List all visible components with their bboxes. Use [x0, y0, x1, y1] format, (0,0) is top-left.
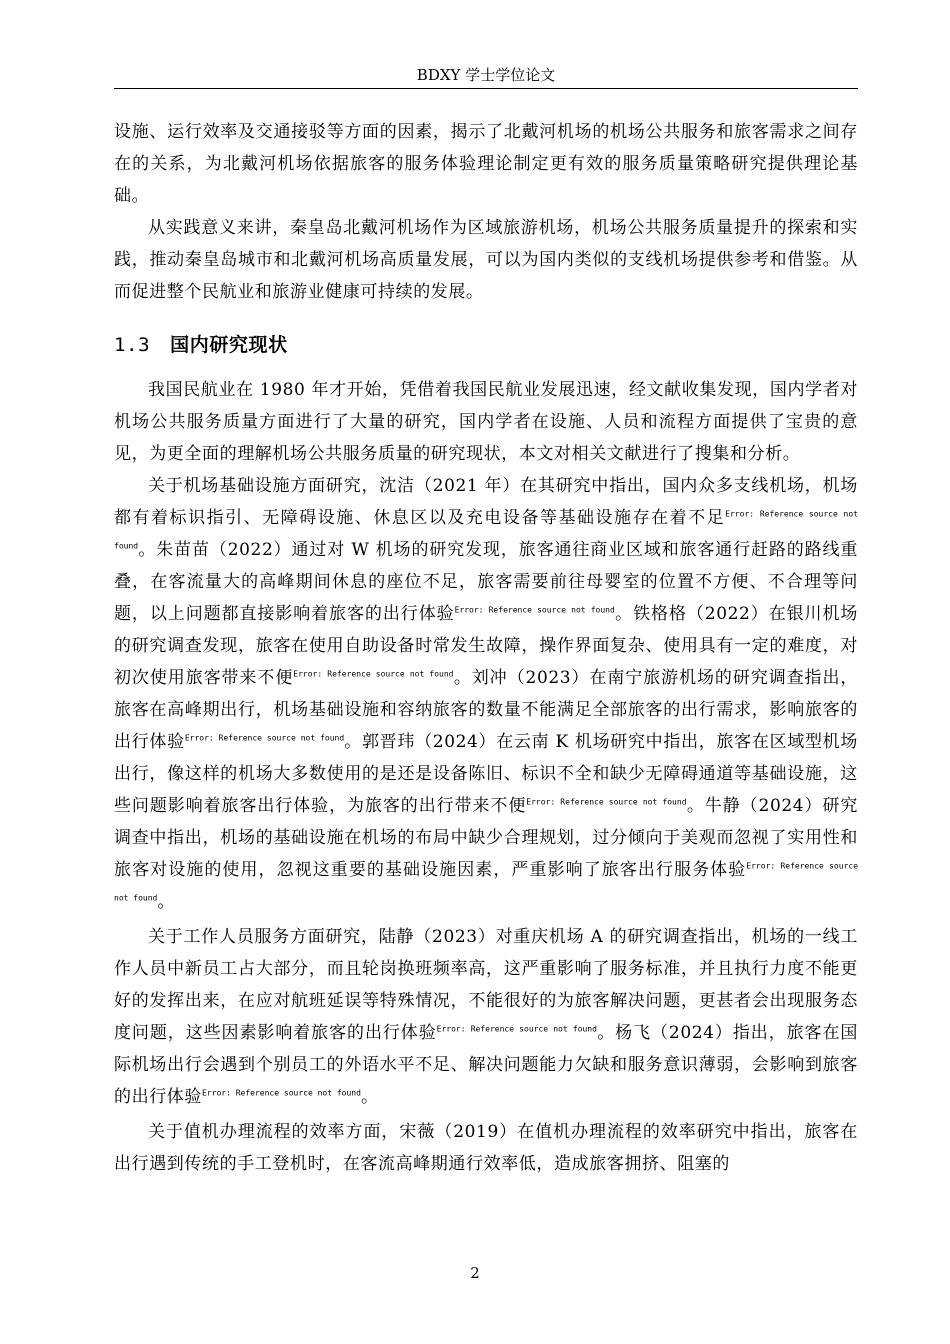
paragraph-infrastructure: [114, 470, 858, 918]
page-number: 2: [470, 1264, 480, 1282]
sentence: 。铁格格（2022）在银川机场的研究调查发现，旅客在使用自助设备时常发生故障，操作界面复杂、使用具有一定的难度，对初次使用旅客带来不便: [114, 604, 858, 688]
paragraph-domestic-overview: 我国民航业在 1980 年才开始，凭借着我国民航业发展迅速，经文献收集发现，国内学者对机场公共服务质量方面进行了大量的研究，国内学者在设施、人员和流程方面提供了宝贵的意见，为更全面的理解机场公共服务质量的研究现状，本文对相关文献进行了搜集和分析。: [114, 380, 858, 464]
sentence: 关于工作人员服务方面研究，陆静（2023）对重庆机场 A 的研究调查指出，机场的一线工作人员中新员工占大部分，而且轮岗换班频率高，这严重影响了服务标准，并且执行力度不能更好的发挥出来，在应对航班延误等特殊情况，不能很好的为旅客解决问题，更甚者会出现服务态度问题，这些因素影响着旅客的出行体验: [114, 927, 858, 1043]
reference-error-note: Error: Reference source not found: [184, 733, 345, 743]
section-heading: [114, 330, 858, 360]
sentence: 。郭晋玮（2024）在云南 K 机场研究中指出，旅客在区域型机场出行，像这样的机场大多数使用的是还是设备陈旧、标识不全和缺少无障碍通道等基础设施，这些问题影响着旅客出行体验，为旅客的出行带来不便: [114, 732, 858, 816]
reference-error-note: Error: Reference source not found: [454, 605, 615, 615]
sentence: 。刘冲（2023）在南宁旅游机场的研究调查指出，旅客在高峰期出行，机场基础设施和容纳旅客的数量不能满足全部旅客的出行需求，影响旅客的出行体验: [114, 668, 858, 752]
reference-error-note: Error: Reference source not found: [436, 1024, 597, 1034]
sentence: 。: [157, 892, 175, 912]
reference-error-note: Error: Reference source not found: [114, 509, 858, 551]
paragraph-practical-significance: 从实践意义来讲，秦皇岛北戴河机场作为区域旅游机场，机场公共服务质量提升的探索和实践，推动秦皇岛城市和北戴河机场高质量发展，可以为国内类似的支线机场提供参考和借鉴。从而促进整个民航业和旅游业健康可持续的发展。: [114, 218, 858, 302]
sentence: 关于机场基础设施方面研究，沈洁（2021 年）在其研究中指出，国内众多支线机场，机场都有着标识指引、无障碍设施、休息区以及充电设备等基础设施存在着不足: [114, 476, 858, 528]
section-number: 1.3: [114, 334, 151, 356]
reference-error-note: Error: Reference source not found: [293, 669, 454, 679]
section-title: 国内研究现状: [170, 334, 288, 356]
paragraph-continuation: 设施、运行效率及交通接驳等方面的因素，揭示了北戴河机场的机场公共服务和旅客需求之间存在的关系，为北戴河机场依据旅客的服务体验理论制定更有效的服务质量策略研究提供理论基础。: [114, 122, 858, 206]
paragraph-staff-service: [114, 921, 858, 1113]
sentence: 。朱苗苗（2022）通过对 W 机场的研究发现，旅客通往商业区域和旅客通行赶路的路线重叠，在客流量大的高峰期间休息的座位不足，旅客需要前往母婴室的位置不方便、不合理等问题，以上问题都直接影响着旅客的出行体验: [114, 540, 858, 624]
sentence: 。: [360, 1087, 379, 1107]
paragraph-checkin-efficiency: 关于值机办理流程的效率方面，宋薇（2019）在值机办理流程的效率研究中指出，旅客在出行遇到传统的手工登机时，在客流高峰期通行效率低，造成旅客拥挤、阻塞的: [114, 1122, 858, 1174]
page-body: [114, 116, 858, 1180]
reference-error-note: Error: Reference source not found: [114, 861, 859, 903]
running-header: BDXY 学士学位论文: [416, 66, 556, 84]
header-rule: [114, 88, 858, 89]
sentence: 。杨飞（2024）指出，旅客在国际机场出行会遇到个别员工的外语水平不足、解决问题能力欠缺和服务意识薄弱，会影响到旅客的出行体验: [114, 1023, 858, 1107]
sentence: 。牛静（2024）研究调查中指出，机场的基础设施在机场的布局中缺少合理规划，过分倾向于美观而忽视了实用性和旅客对设施的使用，忽视这重要的基础设施因素，严重影响了旅客出行服务体验: [114, 796, 858, 880]
reference-error-note: Error: Reference source not found: [202, 1088, 361, 1098]
reference-error-note: Error: Reference source not found: [526, 797, 687, 807]
